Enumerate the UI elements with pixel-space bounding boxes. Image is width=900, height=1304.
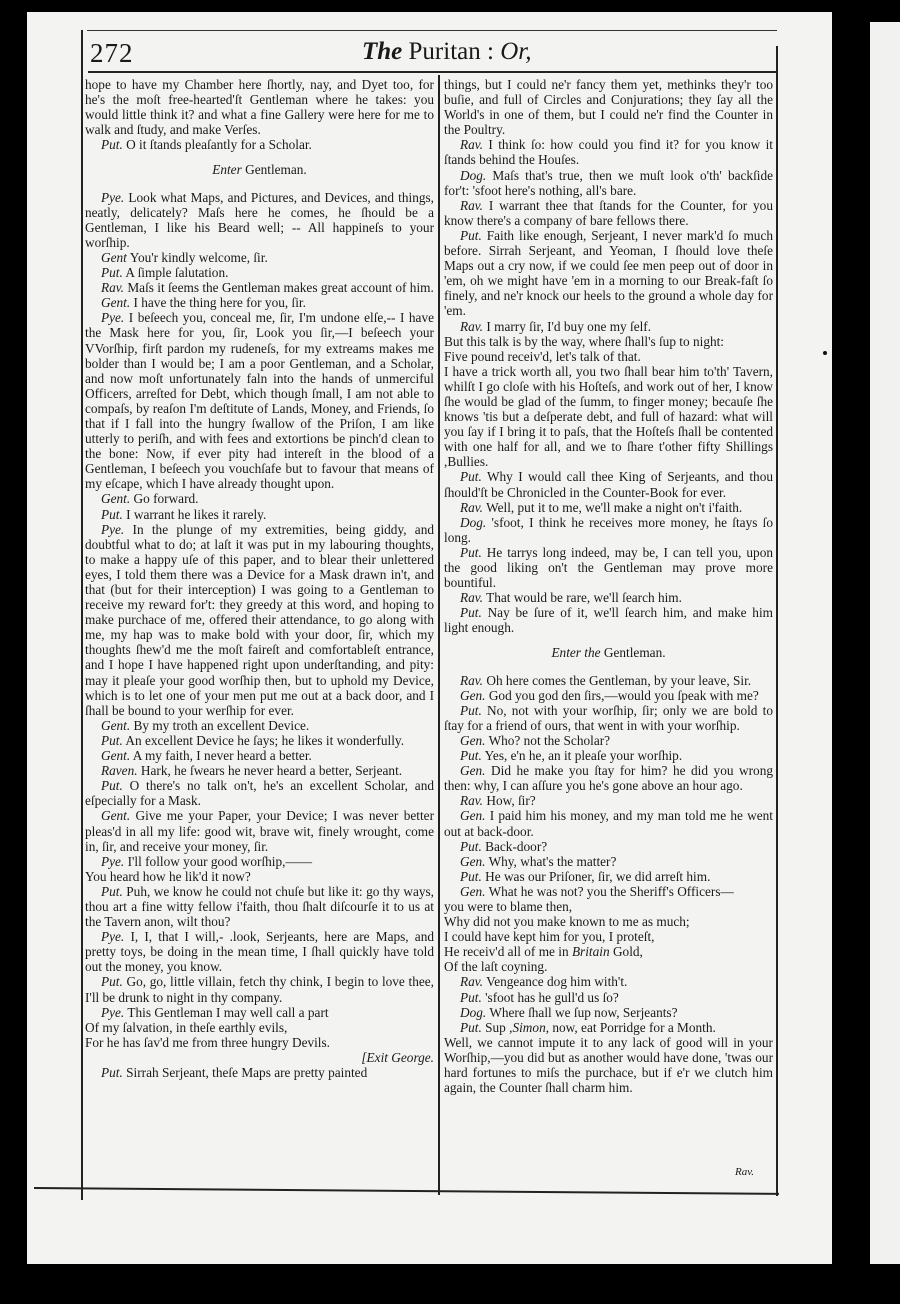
speaker-name: Gen. [460,687,486,703]
verse-line: I could have kept him for you, I proteſt, [444,929,655,945]
speech [85,280,434,295]
speaker-name: Dog. [460,167,487,183]
speech-text: Did he make you ſtay for him? he did you wrong then: why, I can aſſure you he's gone above an hour ago. [444,763,773,794]
speech [444,469,773,499]
speech-text: A my faith, I never heard a better. [132,748,312,764]
speaker-name: Put. [101,137,123,153]
speaker-name: Put. [460,469,482,485]
verse-line: But this talk is by the way, where ſhall's ſup to night: [444,333,725,349]
speech [85,507,434,522]
page-number: 272 [90,38,134,68]
speech [85,929,434,974]
speech [85,763,434,778]
speech [444,515,773,545]
book-gutter [862,0,870,1304]
speech [85,522,434,718]
stage-direction [85,162,434,177]
top-rule [87,30,777,31]
speaker-name: Rav. [101,280,125,296]
speaker-name: Put. [460,748,482,764]
speech-text: He was our Priſoner, ſir, we did arreſt him. [485,868,711,884]
speech [85,190,434,250]
speech-text: Maſs that's true, then we muſt look o'th' backſide for't: 'sfoot here's nothing, all's bare. [444,167,774,198]
speech-text: This Gentleman I may well call a part [127,1004,329,1020]
speech-text: God you god den ſirs,—would you ſpeak with me? [488,687,759,703]
speech [444,673,773,688]
speaker-name: Rav. [460,590,484,606]
speaker-name: Rav. [460,672,484,688]
speech [444,605,773,635]
speech [444,839,773,854]
speaker-name: Gen. [460,808,486,824]
speech-text: I marry ſir, I'd buy one my ſelf. [486,318,652,334]
speech [444,990,773,1005]
speech-text: Nay be ſure of it, we'll ſearch him, and make him light enough. [444,605,773,636]
speech [444,793,773,808]
speech-text: 'sfoot, I think he receives more money, he ſtays ſo long. [444,514,773,545]
speech-text: No, not with your worſhip, ſir; only we are bold to ſtay for a friend of ours, that went in with your worſhip. [444,702,773,733]
frame-right-rule [776,46,778,1196]
speech [444,168,773,198]
speech [444,1005,773,1020]
speech-text: I warrant he likes it rarely. [126,506,267,522]
speaker-name: Pye. [101,853,125,869]
speech [85,137,434,152]
speaker-name: Put. [101,732,123,748]
speech-text: Go, go, little villain, fetch thy chink, I begin to love thee, I'll be drunk to night in thy company. [85,974,434,1005]
speech-text: Vengeance dog him with't. [486,974,628,990]
speech-text: Maſs it ſeems the Gentleman makes great account of him. [127,280,434,296]
verse-text: Gold, [609,944,643,960]
verse-line: you were to blame then, [444,898,573,914]
title-suffix: Or, [500,38,532,65]
speech-text: Puh, we know he could not chuſe but like it: go thy ways, thou art a fine witty fellow i'faith, thou ſhalt diſcourſe it to us at the Tavern anon, wilt thou? [85,883,434,930]
speech [85,1005,434,1020]
speech-text: Well, put it to me, we'll make a night on't i'faith. [486,499,743,515]
facing-page-edge [870,22,900,1264]
title-main: Puritan : [408,38,494,65]
speaker-name: Put. [101,883,123,899]
speaker-name: Gen. [460,732,486,748]
speech [444,733,773,748]
speech-text: Yes, e'n he, an it pleaſe your worſhip. [484,748,683,764]
speech [85,974,434,1004]
speech-text: Back-door? [485,838,548,854]
verse-text: He receiv'd all of me in [444,944,572,960]
speech-text: By my troth an excellent Device. [133,717,310,733]
exit-direction: [Exit George. [361,1049,434,1065]
speech [444,198,773,228]
speaker-name: Put. [460,1019,482,1035]
speaker-name: Gen. [460,883,486,899]
speech-text: Sirrah Serjeant, theſe Maps are pretty painted [126,1065,368,1080]
verse-line: Of the laſt coyning. [444,959,548,975]
speaker-name: Pye. [101,189,125,205]
speaker-name: Put. [460,227,482,243]
speech-text: Oh here comes the Gentleman, by your leave, Sir. [486,672,752,688]
speech-text: O it ſtands pleaſantly for a Scholar. [126,137,312,153]
speaker-name: Dog. [460,1004,487,1020]
speech-text: I warrant thee that ſtands for the Counter, for you know there's a company of bare fellows there. [444,197,773,228]
speech-text: Where ſhall we ſup now, Serjeants? [489,1004,678,1020]
verse-line: Five pound receiv'd, let's talk of that. [444,348,641,364]
speech [444,319,773,334]
speech [444,748,773,763]
speech-text: I beſeech you, conceal me, ſir, I'm undone elſe,-- I have the Mask here for you, ſir, Look you ſir,—I beſeech your VVorſhip, firſt pardon my rudeneſs, for my extreams makes me bolder than I would be; I am a poor Gentleman, and a Scholar, and now moſt unfortunately faln into the hands of unmerciful Officers, arreſted for Debt, which though ſmall, I am not able to compaſs, by reaſon I'm deſtitute of Lands, Money, and Friends, ſo that if I fall into the hungry ſwallow of the Priſon, I am like utterly to periſh, and with fees and extortions be pinch'd clean to the bone: Now, if ever pity had intereſt in the blood of a Gentleman, I beſeech you vouchſafe but to favour that means of my eſcape, which I have already thought upon. [85,310,434,492]
speech [444,884,773,899]
continued-text: things, but I could ne'r fancy them yet, methinks they'r too buſie, and full of Circles and Conjurations; they ſay all the World's in one of them, but I could ne'r find the Counter in the Poultry. [444,77,773,138]
speech-text: In the plunge of my extremities, being giddy, and doubtful what to do; at laſt it was put in my labouring thoughts, to make a happy uſe of this paper, and to blear their unlettered eyes, I told them there was a Device for a Mask drawn in't, and that (but for their interception) I was going to a Gentleman to receive my reward for't: they greedy at this word, and hoping to make purchace of me, offered their attendance, to go along with me, my hap was to make bold with your door, ſir, which my thoughts ſhew'd me the moſt faireſt and comfortableſt entrance, and I hope I have happened right upon underſtanding, and pity: may it pleaſe your good worſhip then, but to uphold my Device, which is to let one of your men put me out at a back door, and I ſhall be bound to your werſhip for ever. [85,521,435,718]
speech-text: I think ſo: how could you find it? for you know it ſtands behind the Houſes. [444,137,773,168]
speaker-name: Put. [460,544,482,560]
speech-text: That would be rare, we'll ſearch him. [486,590,682,606]
speech-text: Why, what's the matter? [488,853,617,869]
speech [85,265,434,280]
speaker-name: Put. [101,506,123,522]
speaker-name: Put. [460,838,482,854]
speaker-name: Put. [460,605,482,621]
speaker-name: Put. [460,989,482,1005]
speech [444,763,773,793]
speech-text: How, ſir? [486,793,536,809]
stage-keyword: Enter [212,162,242,178]
speech [85,884,434,929]
speaker-name: Put. [101,778,123,794]
stage-keyword: Enter the [551,645,601,661]
speech [85,491,434,506]
speaker-name: Put. [101,1065,123,1080]
speaker-name: Dog. [460,514,487,530]
speaker-name: Put. [460,702,482,718]
speaker-name: Gen. [460,853,486,869]
speech-text: Sup , [485,1019,513,1035]
speech-text: I have the thing here for you, ſir. [133,295,306,311]
speech [444,688,773,703]
speech-text: , now, eat Porridge for a Month. [545,1019,716,1035]
speaker-name: Pye. [101,310,125,326]
stage-text: Gentleman. [245,162,307,178]
speaker-name: Put. [101,265,123,281]
speech [85,310,434,491]
left-column [85,77,434,1080]
speaker-name: Gent. [101,808,131,824]
speech-text: A ſimple ſalutation. [125,265,229,281]
speaker-name: Put. [460,868,482,884]
speech-italic: Simon [512,1019,546,1035]
right-column [444,77,773,1095]
speech [85,854,434,869]
speaker-name: Put. [101,974,123,990]
running-title [362,38,531,66]
speech-text: You'r kindly welcome, ſir. [129,249,268,265]
speech [85,778,434,808]
speech-text: I'll follow your good worſhip,—— [127,853,313,869]
speaker-name: Gent [101,249,127,265]
speaker-name: Rav. [460,197,484,213]
verse-italic: Britain [571,944,610,960]
speech [85,733,434,748]
speech [85,295,434,310]
title-prefix: The [362,38,403,65]
continued-text: hope to have my Chamber here ſhortly, nay, and Dyet too, for he's the moſt free-hearted'ſt Gentleman where he takes: you would little think it? and what a fine Gallery were here for me to walk and ſtudy, and make Verſes. [85,77,434,138]
speech-text: He tarrys long indeed, may be, I can tell you, upon the good liking on't the Gentleman may prove more bountiful. [444,544,773,591]
speech [444,137,773,167]
speaker-name: Rav. [460,318,484,334]
speaker-name: Rav. [460,499,484,515]
speech-text: Go forward. [133,491,199,507]
speech-text: Hark, he ſwears he never heard a better, Serjeant. [140,763,403,779]
stage-direction [444,645,773,660]
speech-text: I, I, that I will,- .look, Serjeants, here are Maps, and pretty toys, be doing in the mean time, I ſhall quickly have told out the money, you know. [85,929,434,975]
speech-text: Who? not the Scholar? [488,732,611,748]
speech [444,1020,773,1035]
verse-line: Why did not you make known to me as much; [444,914,690,930]
speech-text: Why I would call thee King of Serjeants, and thou ſhould'ſt be Chronicled in the Counter-Book for ever. [444,469,773,500]
continued-text: Well, we cannot impute it to any lack of good will in your Worſhip,—you did but as another would have done, 'twas our hard fortunes to miſs the purchace, but if e'r we clutch him again, the Counter ſhall charm him. [444,1034,773,1096]
speech [444,869,773,884]
speech-text: An excellent Device he ſays; he likes it wonderfully. [125,732,405,748]
header-rule [88,71,777,73]
speech [85,718,434,733]
speech [444,500,773,515]
speech [444,590,773,605]
speech [444,545,773,590]
speaker-name: Rav. [460,974,484,990]
speech [444,974,773,989]
speech-text: Look what Maps, and Pictures, and Devices, and things, neatly, delicately? Maſs here he comes, he ſhould be a Gentleman, I like his Beard well; -- All happineſs to your worſhip. [85,189,434,250]
speaker-name: Gent. [101,748,131,764]
speech-text: Give me your Paper, your Device; I was never better pleas'd in all my life: good wit, brave wit, finely wrought, come in, ſir, and receive your money, ſir. [85,808,434,854]
speaker-name: Gent. [101,295,131,311]
speaker-name: Rav. [460,793,484,809]
verse-line [444,944,773,959]
speech [444,808,773,838]
speech-text: O there's no talk on't, he's an excellent Scholar, and eſpecially for a Mask. [85,778,434,809]
speech-text: Faith like enough, Serjeant, I never mark'd ſo much before. Sirrah Serjeant, and Yeoman, I ſhould love theſe Maps out a cry now, if we could ſee men peep out of door in 'em, oh we might have 'em in a morning to our Break-faſt ſo finely, and ne'r knock our heels to the ground a whole day for 'em. [444,227,773,319]
speaker-name: Raven. [101,763,138,779]
verse-line: Of my ſalvation, in theſe earthly evils, [85,1019,288,1035]
verse-line: You heard how he lik'd it now? [85,868,251,884]
speech-text: I paid him his money, and my man told me he went out at back-door. [444,808,773,839]
speech-text: 'sfoot has he gull'd us ſo? [485,989,619,1005]
speech [444,228,773,319]
verse-line: For he has ſav'd me from three hungry Devils. [85,1034,331,1050]
speech [444,854,773,869]
ink-speck [823,351,827,355]
speaker-name: Rav. [460,137,484,153]
speaker-name: Gent. [101,491,131,507]
speech [85,1065,434,1080]
stage-text: Gentleman. [603,645,666,661]
speech [85,748,434,763]
speech-text: What he was not? you the Sheriff's Officers— [488,883,734,899]
speech [85,250,434,265]
speech [85,808,434,853]
speaker-name: Pye. [101,1004,125,1020]
frame-left-rule [81,30,83,1200]
catchword: Rav. [735,1166,755,1178]
continued-text: I have a trick worth all, you two ſhall bear him to'th' Tavern, whilſt I go cloſe with his Hoſteſs, and work out of her, I know ſhe would be glad of the ſumm, to finger money; becauſe ſhe knows 'tis but a deſperate debt, and full of hazard: what will you ſay if I bring it to paſs, that the Hoſteſs ſhall be contented with one half for all, and we to ſhare t'other fifty Shillings ,Bullies. [444,363,773,470]
speaker-name: Pye. [101,929,125,945]
speaker-name: Gen. [460,763,486,779]
speaker-name: Gent. [101,717,131,733]
speaker-name: Pye. [101,521,125,537]
column-divider [438,75,440,1195]
speech [444,703,773,733]
